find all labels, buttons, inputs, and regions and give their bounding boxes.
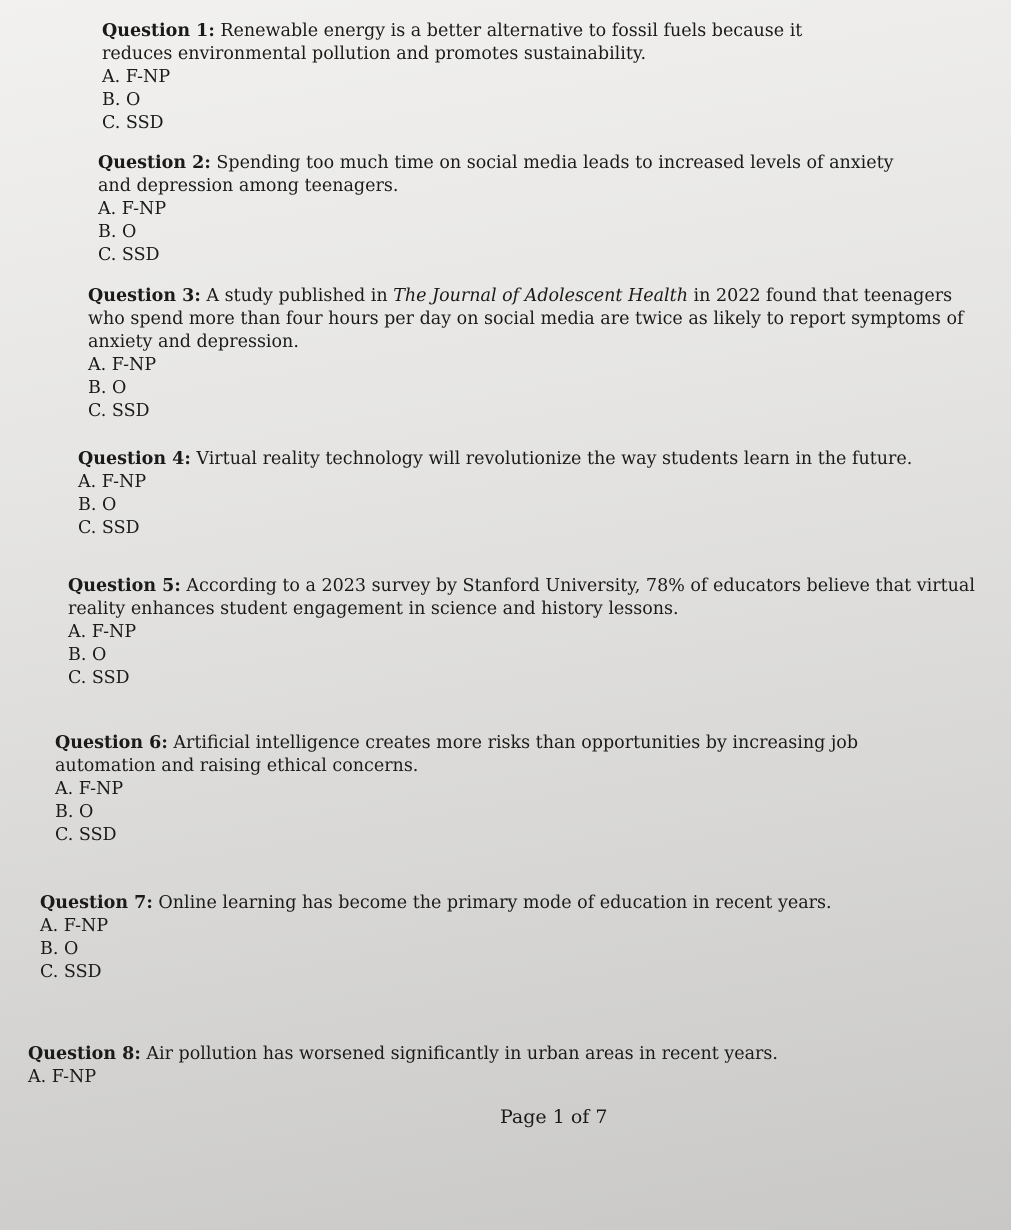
- question-body: Air pollution has worsened significantly in urban areas in recent years.: [140, 1044, 778, 1064]
- question-number: Question 8:: [28, 1044, 141, 1064]
- question-3: [88, 285, 993, 423]
- option-b: B. O: [78, 495, 117, 515]
- question-body: Artificial intelligence creates more risks than opportunities by increasing job automation and raising ethical concerns.: [55, 733, 859, 776]
- question-body: Virtual reality technology will revolutionize the way students learn in the future.: [190, 449, 913, 469]
- page-number: Page 1 of 7: [500, 1106, 608, 1128]
- question-1: [102, 20, 862, 135]
- option-c: C. SSD: [102, 113, 164, 133]
- question-body: Renewable energy is a better alternative to fossil fuels because it reduces environmental pollution and promotes sustainability.: [102, 21, 803, 64]
- question-number: Question 3:: [88, 286, 201, 306]
- question-body: Spending too much time on social media leads to increased levels of anxiety and depression among teenagers.: [98, 153, 894, 196]
- question-body: Online learning has become the primary mode of education in recent years.: [152, 893, 832, 913]
- question-text: [55, 732, 945, 778]
- question-6: [55, 732, 945, 847]
- question-text: [98, 152, 928, 198]
- option-b: B. O: [68, 645, 107, 665]
- option-a: A. F-NP: [88, 355, 157, 375]
- option-b: B. O: [55, 802, 94, 822]
- question-number: Question 7:: [40, 893, 153, 913]
- question-text: [40, 892, 990, 915]
- option-a: A. F-NP: [78, 472, 147, 492]
- question-number: Question 4:: [78, 449, 191, 469]
- option-a: A. F-NP: [40, 916, 109, 936]
- option-a: A. F-NP: [55, 779, 124, 799]
- question-text: [28, 1043, 988, 1066]
- question-number: Question 2:: [98, 153, 211, 173]
- option-c: C. SSD: [68, 668, 130, 688]
- option-a: A. F-NP: [102, 67, 171, 87]
- question-4: [78, 448, 978, 540]
- question-text: [78, 448, 978, 471]
- question-text: [68, 575, 978, 621]
- option-c: C. SSD: [88, 401, 150, 421]
- question-8: [28, 1043, 988, 1089]
- option-c: C. SSD: [40, 962, 102, 982]
- option-b: B. O: [40, 939, 79, 959]
- question-body: According to a 2023 survey by Stanford University, 78% of educators believe that virtual reality enhances student engagement in science and history lessons.: [68, 576, 975, 619]
- question-body-start: A study published in: [200, 286, 394, 306]
- option-c: C. SSD: [78, 518, 140, 538]
- journal-title: The Journal of Adolescent Health: [393, 286, 688, 306]
- question-5: [68, 575, 978, 690]
- question-number: Question 1:: [102, 21, 215, 41]
- option-b: B. O: [102, 90, 141, 110]
- option-a: A. F-NP: [28, 1067, 97, 1087]
- option-b: B. O: [88, 378, 127, 398]
- question-number: Question 5:: [68, 576, 181, 596]
- question-2: [98, 152, 928, 267]
- option-a: A. F-NP: [68, 622, 137, 642]
- question-7: [40, 892, 990, 984]
- question-text: [88, 285, 993, 354]
- option-b: B. O: [98, 222, 137, 242]
- question-number: Question 6:: [55, 733, 168, 753]
- question-text: [102, 20, 862, 66]
- question-body-end: in 2022 found that teenagers who spend more than four hours per day on social media are twice as likely to report symptoms of anxiety and depression.: [88, 286, 964, 352]
- option-c: C. SSD: [98, 245, 160, 265]
- option-c: C. SSD: [55, 825, 117, 845]
- option-a: A. F-NP: [98, 199, 167, 219]
